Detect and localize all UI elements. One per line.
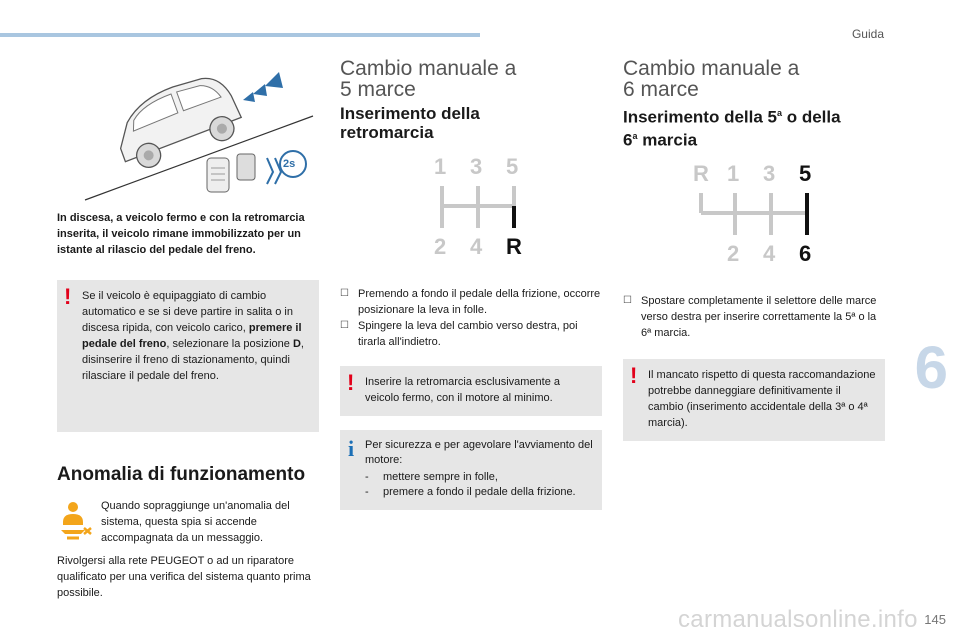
gear-4-label: 4 [470, 234, 483, 259]
timer-badge-label: 2s [283, 158, 296, 170]
subtitle-part3: 6 [623, 130, 633, 150]
six-speed-shift-diagram [623, 163, 885, 283]
car-caption: In discesa, a veicolo fermo e con la retromarcia inserita, il veicolo rimane immobilizzato per un istante al rilascio del pedale del freno. [57, 212, 305, 256]
reverse-step-1-text: Premendo a fondo il pedale della frizione, occorre posizionare la leva in folle. [358, 288, 601, 316]
page-number: 145 [924, 612, 946, 627]
six-speed-warning-text: Il mancato rispetto di questa raccomandazione potrebbe danneggiare definitivamente il cambio (inserimento accidentale della 3ª o 4ª marcia). [648, 369, 876, 430]
list-item-text: mettere sempre in folle, [383, 471, 498, 483]
chapter-number: 6 [914, 334, 948, 401]
gear-2-label: 2 [434, 234, 447, 259]
left-column [57, 58, 319, 601]
subtitle-sup1: a [777, 108, 783, 118]
fault-indicator-text: Quando sopraggiunge un'anomalia del sistema, questa spia si accende accompagnata da un messaggio. [101, 500, 290, 544]
list-item: - mettere sempre in folle, [365, 471, 498, 483]
subtitle-part4: marcia [637, 130, 698, 150]
five-speed-title-line2: 5 marce [340, 78, 416, 101]
checkbox-bullet-icon: ☐ [340, 288, 349, 299]
six-speed-title-line2: 6 marce [623, 78, 699, 101]
warning-text-part2: , selezionare la posizione [166, 338, 293, 350]
five-speed-shift-diagram [340, 156, 602, 276]
gear-3-label: 3 [470, 154, 483, 179]
gear-6-label: 6 [799, 241, 812, 267]
reverse-subtitle-line1: Inserimento della [340, 104, 480, 123]
reverse-warning [340, 366, 602, 416]
gear-5-label: 5 [799, 161, 812, 187]
info-icon: i [348, 436, 355, 461]
gear-4-label: 4 [763, 241, 776, 267]
car-on-slope-illustration [57, 58, 319, 206]
warning-text-bold: premere il pedale del freno [82, 322, 302, 350]
gear-1-label: 1 [434, 154, 447, 179]
warning-icon: ! [347, 370, 355, 395]
warning-icon: ! [64, 284, 72, 309]
reverse-steps [340, 286, 602, 350]
watermark: carmanualsonline.info [678, 606, 918, 633]
five-speed-title-line1: Cambio manuale a [340, 57, 517, 80]
section-label: Guida [851, 27, 884, 41]
safety-info-list [365, 470, 594, 500]
safety-info-intro: Per sicurezza e per agevolare l'avviamento del motore: [365, 439, 593, 466]
right-column [623, 58, 885, 441]
subtitle-part1: Inserimento della 5 [623, 107, 777, 127]
six-speed-step-text: Spostare completamente il selettore delle marce verso destra per inserire correttamente la 5ª o la 6ª marcia. [641, 295, 877, 340]
fault-indicator-icon [57, 498, 101, 547]
gear-3-label: 3 [763, 161, 776, 187]
warning-text-bold-d: D [292, 338, 301, 350]
gear-2-label: 2 [727, 241, 740, 267]
gear-5-label: 5 [506, 154, 519, 179]
gear-r-label: R [506, 234, 522, 259]
dealer-advice-text: Rivolgersi alla rete PEUGEOT o ad un riparatore qualificato per una verifica del sistema quanto prima possibile. [57, 555, 311, 599]
reverse-step-2-text: Spingere la leva del cambio verso destra, poi tirarla all'indietro. [358, 320, 578, 348]
car-on-slope-icon [57, 58, 319, 206]
middle-column [340, 58, 602, 510]
six-speed-gate-icon [623, 163, 885, 283]
list-item-text: premere a fondo il pedale della frizione. [383, 486, 576, 498]
reverse-warning-text: Inserire la retromarcia esclusivamente a veicolo fermo, con il motore al minimo. [365, 376, 561, 404]
list-item: - premere a fondo il pedale della frizione. [365, 486, 576, 498]
six-speed-warning [623, 359, 885, 441]
subtitle-sup2: a [632, 130, 638, 141]
warning-text-part1: Se il veicolo è equipaggiato di cambio automatico e se si deve partire in salita o in discesa ripida, con veicolo carico, [82, 290, 293, 334]
reverse-step-1 [340, 286, 602, 318]
six-speed-title-line1: Cambio manuale a [623, 57, 800, 80]
six-speed-step-1 [623, 293, 885, 341]
subtitle-part2: o della [782, 107, 841, 127]
top-accent-bar [0, 33, 480, 37]
reverse-subtitle-line2: retromarcia [340, 123, 434, 142]
safety-info [340, 430, 602, 510]
checkbox-bullet-icon: ☐ [623, 295, 632, 307]
six-speed-subtitle [623, 104, 885, 149]
warning-text-part3: , disinserire il freno di stazionamento, quindi rilasciare il pedale del freno. [82, 338, 304, 382]
gear-r-label: R [693, 161, 709, 187]
gear-1-label: 1 [727, 161, 740, 187]
six-speed-steps [623, 293, 885, 341]
anomaly-heading: Anomalia di funzionamento [57, 464, 306, 485]
checkbox-bullet-icon: ☐ [340, 320, 349, 331]
automatic-gearbox-warning [57, 280, 319, 432]
warning-icon: ! [630, 363, 638, 389]
reverse-step-2 [340, 318, 602, 350]
fault-indicator-row [57, 498, 319, 547]
